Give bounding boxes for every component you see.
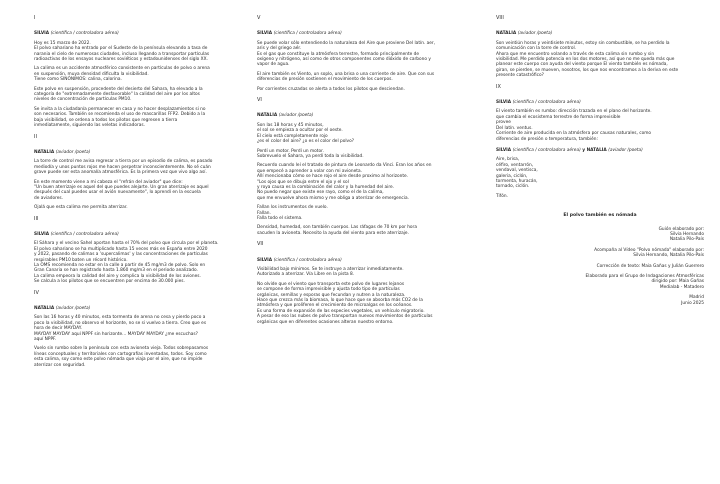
credits-block: Guión elaborado por: Silvia Hernando Natalia Pilo-País (658, 226, 704, 243)
speaker-name: NATALIA (586, 147, 607, 153)
credits (496, 213, 704, 306)
speaker-line (34, 31, 242, 36)
speaker-role: (aviador /poeta) (278, 113, 314, 119)
paragraph: Este polvo en suspensión, procedente del desierto del Sahara, ha elevado a la categoría de "extremadamente desfavorable" la calidad del aire por los altos niveles de concentración de partículas PM10. (34, 86, 203, 103)
section (34, 135, 242, 211)
paragraph: Vuelo sin rumbo sobre la península con esta avioneta vieja. Todos sobrepasamos líneas conceptuales y territoriales con cartografías inventadas, todos. Soy como esta calima, soy como este polvo nómada que viaja por el aire, que no impide aterrizar con seguridad. (34, 346, 209, 368)
section-numeral: VIII (496, 15, 504, 21)
speaker-name: SILVIA (34, 31, 50, 37)
section-numeral: IV (34, 289, 39, 296)
paragraph: Perdí un motor. Perdí un motor. Sobrevuelo el Sahara, ya perdí toda la visibilidad. (257, 148, 364, 159)
section-numeral: I (34, 15, 36, 21)
paragraph: Son veintiún horas y veintisiete minutos, estoy sin combustible, se ha perdido la comunicación con la torre de control. Ahora que me encuentro volando a través de esta calima sin rumbo y sin visibilidad. Me perdido potencia en los dos motores, así que no me queda más que planear este cuerpo con ayuda del viento porque El viento también es nómada, giran, se pierden, se mueven, nosotros, los que nos encontramos a la deriva en este presente catastrófico? (496, 40, 679, 79)
speaker-line (257, 31, 465, 36)
paragraph: Por corrientes cruzadas se alerta a todos los pilotos que desciendan. (257, 86, 405, 92)
speaker-line (257, 113, 465, 118)
speaker-role: (aviador /poeta) (55, 306, 91, 312)
paragraph: La torre de control me avisa regresar a tierra por un episodio de calima, es pasado mediodía y unos puntos rojos me hacen perpetrar inconscientemente. No sé cuán grave puede ser esta anomalía atmosférica. Es la primera vez que vivo algo así. (34, 159, 213, 176)
section (34, 291, 242, 368)
speaker-role: (científica / controladora aérea) (50, 31, 119, 37)
speaker-name: SILVIA (257, 31, 273, 37)
paragraph: Fallan los instrumentos de vuelo. Fallan. Falla todo el sistema. (257, 205, 328, 221)
paragraph: El aire también es Viento, un soplo, una brisa o una corriente de aire. Que con sus diferencias de presión sostienen el movimiento de los cuerpos. (257, 71, 435, 83)
column-3 (496, 16, 704, 311)
paragraph: El viento también es rumbo: dirección trazada en el plano del horizonte. que cambia el ecosistema terrestre de forma imprevisible provee Del latín. ventus. Corriente de aire producida en la atmósfera por causas naturales, como diferencias de presión o temperatura, también: (496, 109, 652, 142)
speaker-name: NATALIA (496, 31, 517, 37)
paragraph: Se invita a la ciudadanía permanecer en casa y no hacer desplazamientos si no son necesarios. También se recomienda el uso de mascarillas FFP2. Debido a la baja visibilidad, se ordena a todos los pilotos que regresen a tierra inmediatamente, siguiendo las veletas indicadoras. (34, 106, 206, 129)
speaker-name: NATALIA (34, 149, 55, 155)
paragraph: Aire, brisa, céfiro, ventarrón, vendaval, ventisca, galeria, ciclón, tormenta, huracán, tornado, ciclón. (496, 157, 538, 190)
paragraph: Visibilidad bajo mínimos. Se te instruye a aterrizar inmediatamente. Autorizado a aterrizar. Vía Libre en la pista 8. (257, 267, 404, 278)
speaker-role: (científica / controladora aérea) (273, 257, 342, 263)
credits-block: Madrid Junio 2025 (681, 295, 704, 306)
column-1 (34, 16, 242, 374)
speaker-role: (científica / controladora aérea) (50, 231, 119, 237)
paragraph: Son las 18 horas y 45 minutos, el sol se empieza a ocultar por el oeste. El cielo está completamente rojo ¿es el color del aire? ¿o es el color del polvo? (257, 122, 355, 145)
speaker-line: SILVIA (científica / controladora aérea) y NATALIA (aviador /poeta) (496, 147, 643, 153)
speaker-role: (científica / controladora aérea) (273, 31, 342, 37)
section (496, 148, 704, 199)
speaker-role: (científica / controladora aérea) (512, 147, 581, 153)
section-numeral: II (34, 133, 37, 140)
paragraph: El Sáhara y el vecino Sahel aportan hasta el 70% del polvo que circula por el planeta. El polvo sahariano se ha multiplicado hasta 15 veces más en España entre 2020 y 2022, pasando de calimas a 'supercalimas' y las concentraciones de partículas respirables PM10 baten un récord histórico. La OMS recomienda no estar en la calle a partir de 45 mg/m3 de polvo. Solo en Gran Canaria se han registrado hasta 1.860 mg/m3 en el periodo analizado. La calima empeora la calidad del aire y complica la visibilidad de los aviones. Se calcula a los pilotos que se encuentren por encima de 30.000 pies. (34, 241, 219, 285)
credits-block: Corrección de texto: Maia Gañas y Julián Guerrero (596, 263, 704, 269)
speaker-line (34, 306, 242, 311)
paragraph: Hoy es 15 marzo de 2022. El polvo sahariano ha entrado por el Sudeste de la península elevando a tasa de narania el cielo de numerosas ciudades, incluso llegando a transportar partículas radioactivas de los ensayos nucleares soviéticos y estadounidenses del siglo XX. (34, 40, 210, 63)
speaker-role: (aviador /poeta) (55, 149, 91, 155)
paragraph: Tifón. (496, 193, 508, 199)
paragraph: Ojalá que esta calima me permita aterrizar. (34, 205, 128, 211)
paragraph: Son las 16 horas y 40 minutos, esta tormenta de arena no cesa y pierdo poco a poco la visibilidad, no observo el horizonte, no se si vuelvo a tierra. Creo que es hora de decir MAYDAY. MAYDAY MAYDAY aquí NPPF sin horizonte... MAYDAY MAYDAY ¿me escuchas? aquí NPPF. (34, 315, 207, 343)
credits-block: Elaborado para el Grupo de Indagaciones Atmosféricas dirigido por: Maia Gañas Medialab - Matadero (585, 274, 704, 290)
speaker-role: (aviador /poeta) (517, 31, 553, 37)
section (496, 85, 704, 142)
section-numeral: VI (257, 97, 262, 104)
column-2 (257, 16, 465, 331)
speaker-line (34, 150, 242, 155)
speaker-role: (aviador /poeta) (608, 147, 643, 153)
paragraph: Recuerdo cuando leí el tratado de pintura de Leonardo da Vinci. Eran los años en que empecé a aprender a volar con mi avioneta. Allí mencionaba cómo se hace rojo el aire desde proximo al horizonte. "Los ojos que se dibuja entre el ojo y el sol y roya causa es la combinación del calor y la humedad del aire. No puedo negar que existe ese rayo, como el de la calima, que me envuelve ahora mismo y me obliga a aterrizar de emergencia. (257, 163, 432, 201)
speaker-name: SILVIA (34, 231, 50, 237)
section (34, 217, 242, 285)
section-numeral: IX (496, 83, 501, 90)
credits-title: El polvo también es nómada (563, 213, 637, 219)
credits-block: Acompaña al Vídeo "Polvo nómada" elaborado por: Silvia Hernando, Natalia Pilo-País (594, 247, 704, 259)
section (257, 242, 465, 325)
speaker-name: NATALIA (34, 306, 55, 312)
speaker-line (496, 100, 704, 105)
section-numeral: III (34, 215, 39, 222)
speaker-name: SILVIA (257, 257, 273, 263)
section-numeral: V (257, 15, 261, 21)
speaker-name: NATALIA (257, 113, 278, 119)
section (257, 98, 465, 236)
section (34, 16, 242, 129)
speaker-line (496, 31, 704, 36)
speaker-name: SILVIA (496, 147, 512, 153)
speaker-role: (científica / controladora aérea) (512, 100, 581, 106)
speaker-line (34, 232, 242, 237)
speaker-name: SILVIA (496, 100, 512, 106)
paragraph: La calima es un accidente atmosférico consistente en partículas de polvo o arena en suspensión, muya densidad dificulta la visibilidad. Tiene como SINÓNIMOS: calina, calorina. (34, 66, 210, 83)
section-numeral: VII (257, 241, 264, 248)
section (257, 16, 465, 92)
paragraph: No olvide que el viento que transporta este polvo de lugares lejanos se compone de forma imprevisible y ajusta todo tipo de partículas orgánicas, semillas y esporas que fecundan y nutren a la naturaleza. Hace que crezca más la biomasa, lo que hace que se absorba más CO2 de la atmósfera y que proliferen el crecimiento de microalgas en los océanos. Es una forma de expansión de las especies vegetales, un vehículo migratorio. A pesar de eso las nubes de polvo transportan nuevos movimientos de partículas orgánicas que en diferentes ocasiones alteran nuestro entorno. (257, 281, 433, 325)
speaker-line (257, 258, 465, 263)
paragraph: Densidad, humedad, son también cuerpos. Las ráfagas de 70 km por hora sacuden la avioneta. Necesito la ayuda del viento para este aterrizaje. (257, 225, 417, 236)
paragraph: Se puede volar sólo entendiendo la naturaleza del Aire que proviene Del latín. aer, aris y del griego aér. Es el gas que constituye la atmósfera terrestre, formado principalmente de oxígeno y nitrógeno, así como de otros componentes como dióxido de carbono y vapor de agua. (257, 40, 436, 68)
paragraph: En este momento viene a mi cabeza el "refrán del aviador" que dice: "Un buen aterrizaje es aquel del que puedes alejarte. Un gran aterrizaje es aquel después del cual puedes usar el avión nuevamente", lo aprendí en la escuela de aviadores. (34, 179, 209, 201)
section (496, 16, 704, 79)
